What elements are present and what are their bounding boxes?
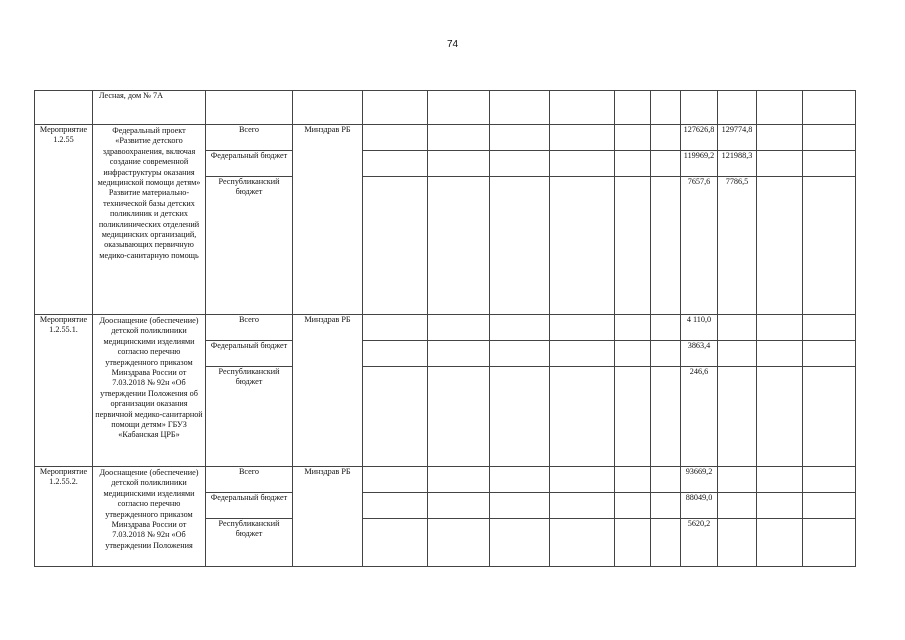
cell: [550, 151, 615, 177]
cell: [550, 467, 615, 493]
description-cell: Дооснащение (обеспечение) детской поликлиники медицинскими изделиями согласно перечню утвержденного приказом Минздрава России от 7.03.2018 № 92н «Об утверждении Положения об организации оказания первичной медико-санитарной помощи детям» ГБУЗ «Кабанская ЦРБ»: [93, 315, 206, 467]
cell: [428, 151, 490, 177]
cell: [615, 151, 651, 177]
source-cell: Республиканский бюджет: [206, 519, 293, 567]
page-number: 74: [446, 39, 459, 50]
value-cell: 7786,5: [718, 177, 757, 315]
cell: [651, 341, 681, 367]
cell: [757, 467, 803, 493]
value-cell: 119969,2: [681, 151, 718, 177]
cell: [757, 151, 803, 177]
cell: [803, 125, 856, 151]
source-cell: Федеральный бюджет: [206, 151, 293, 177]
code-cell: Мероприятие 1.2.55: [35, 125, 93, 315]
cell: [757, 341, 803, 367]
value-cell: [718, 493, 757, 519]
description-cell: Лесная, дом № 7А: [93, 91, 206, 125]
cell: [615, 519, 651, 567]
cell: [803, 315, 856, 341]
cell: [550, 315, 615, 341]
cell: [550, 519, 615, 567]
cell: [651, 519, 681, 567]
description-cell: Дооснащение (обеспечение) детской поликлиники медицинскими изделиями согласно перечню утвержденного приказом Минздрава России от 7.03.2018 № 92н «Об утверждении Положения: [93, 467, 206, 567]
executor-cell: Минздрав РБ: [293, 315, 363, 467]
cell: [651, 125, 681, 151]
cell: [651, 467, 681, 493]
cell: [428, 467, 490, 493]
cell: [803, 91, 856, 125]
cell: [615, 91, 651, 125]
cell: [363, 125, 428, 151]
value-cell: [718, 341, 757, 367]
code-cell: Мероприятие 1.2.55.1.: [35, 315, 93, 467]
value-cell: [718, 315, 757, 341]
cell: [615, 367, 651, 467]
cell: [615, 177, 651, 315]
cell: [651, 177, 681, 315]
cell: [615, 125, 651, 151]
cell: [615, 315, 651, 341]
executor-cell: Минздрав РБ: [293, 125, 363, 315]
cell: [651, 367, 681, 467]
cell: [428, 177, 490, 315]
description-cell: Федеральный проект «Развитие детского здравоохранения, включая создание современной инфраструктуры оказания медицинской помощи детям» Развитие материально-технической базы детских поликлиник и детских поликлинических отделений медицинских организаций, оказывающих первичную медико-санитарную помощь: [93, 125, 206, 315]
source-cell: Федеральный бюджет: [206, 341, 293, 367]
value-cell: [718, 519, 757, 567]
cell: [757, 493, 803, 519]
value-cell: 4 110,0: [681, 315, 718, 341]
cell: [363, 151, 428, 177]
cell: [757, 315, 803, 341]
cell: [550, 367, 615, 467]
cell: [363, 519, 428, 567]
source-cell: Республиканский бюджет: [206, 367, 293, 467]
cell: [490, 125, 550, 151]
value-cell: 121988,3: [718, 151, 757, 177]
source-cell: Федеральный бюджет: [206, 493, 293, 519]
cell: [490, 177, 550, 315]
cell: [615, 493, 651, 519]
cell: [550, 493, 615, 519]
cell: [428, 519, 490, 567]
cell: [550, 125, 615, 151]
cell: [615, 341, 651, 367]
source-cell: Всего: [206, 467, 293, 493]
cell: [490, 467, 550, 493]
value-cell: 129774,8: [718, 125, 757, 151]
cell: [428, 341, 490, 367]
table-row: [35, 467, 856, 493]
cell: [490, 367, 550, 467]
cell: [803, 177, 856, 315]
value-cell: 5620,2: [681, 519, 718, 567]
value-cell: 127626,8: [681, 125, 718, 151]
cell: [803, 467, 856, 493]
cell: [550, 177, 615, 315]
cell: [651, 493, 681, 519]
cell: [490, 493, 550, 519]
cell: [550, 91, 615, 125]
cell: [681, 91, 718, 125]
executor-cell: Минздрав РБ: [293, 467, 363, 567]
value-cell: 93669,2: [681, 467, 718, 493]
cell: [363, 315, 428, 341]
cell: [428, 125, 490, 151]
table-row: [35, 91, 856, 125]
value-cell: 7657,6: [681, 177, 718, 315]
cell: [757, 519, 803, 567]
cell: [490, 341, 550, 367]
cell: [651, 315, 681, 341]
value-cell: [718, 467, 757, 493]
cell: [35, 91, 93, 125]
cell: [718, 91, 757, 125]
cell: [428, 367, 490, 467]
value-cell: 3863,4: [681, 341, 718, 367]
cell: [550, 341, 615, 367]
value-cell: 246,6: [681, 367, 718, 467]
cell: [490, 315, 550, 341]
source-cell: Всего: [206, 125, 293, 151]
cell: [757, 125, 803, 151]
cell: [803, 367, 856, 467]
source-cell: Республиканский бюджет: [206, 177, 293, 315]
cell: [490, 519, 550, 567]
cell: [363, 177, 428, 315]
cell: [428, 493, 490, 519]
cell: [363, 367, 428, 467]
cell: [803, 151, 856, 177]
code-cell: Мероприятие 1.2.55.2.: [35, 467, 93, 567]
cell: [363, 91, 428, 125]
cell: [490, 91, 550, 125]
cell: [757, 177, 803, 315]
cell: [293, 91, 363, 125]
cell: [428, 91, 490, 125]
cell: [363, 467, 428, 493]
program-table: [34, 90, 856, 567]
cell: [651, 91, 681, 125]
table-row: [35, 125, 856, 151]
value-cell: [718, 367, 757, 467]
cell: [757, 91, 803, 125]
cell: [206, 91, 293, 125]
cell: [428, 315, 490, 341]
cell: [615, 467, 651, 493]
cell: [363, 493, 428, 519]
cell: [651, 151, 681, 177]
value-cell: 88049,0: [681, 493, 718, 519]
cell: [490, 151, 550, 177]
cell: [757, 367, 803, 467]
source-cell: Всего: [206, 315, 293, 341]
cell: [803, 493, 856, 519]
cell: [803, 519, 856, 567]
cell: [363, 341, 428, 367]
cell: [803, 341, 856, 367]
table-row: [35, 315, 856, 341]
